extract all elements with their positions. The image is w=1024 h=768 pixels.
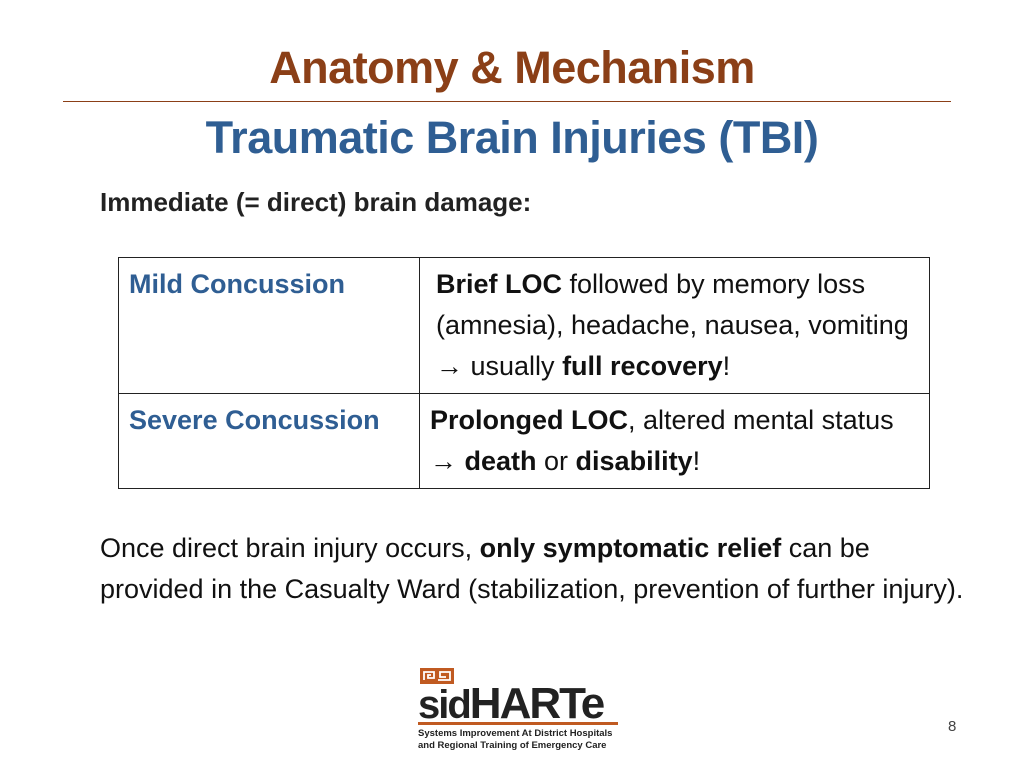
desc-text: followed by memory loss (amnesia), headache, nausea, vomiting bbox=[436, 269, 909, 340]
para-text: can be provided in the Casualty Ward (stabilization, prevention of further injury). bbox=[100, 533, 964, 604]
logo-tagline-2: and Regional Training of Emergency Care bbox=[418, 740, 607, 751]
logo-wordmark bbox=[418, 679, 604, 728]
desc-bold: death bbox=[464, 446, 537, 476]
intro-text: Immediate (= direct) brain damage: bbox=[100, 187, 532, 217]
logo-tagline-1: Systems Improvement At District Hospitals bbox=[418, 728, 613, 739]
desc-text: , altered mental status bbox=[628, 405, 894, 435]
page-number: 8 bbox=[948, 718, 957, 735]
para-text: Once direct brain injury occurs, bbox=[100, 533, 480, 563]
desc-text: or bbox=[536, 446, 576, 476]
logo-word-sid: sid bbox=[418, 683, 470, 727]
slide-subtitle: Traumatic Brain Injuries (TBI) bbox=[205, 112, 819, 163]
table-row bbox=[119, 258, 930, 394]
logo-divider bbox=[418, 722, 618, 725]
row-description-mild bbox=[420, 258, 930, 394]
desc-bold: full recovery bbox=[562, 351, 723, 381]
summary-paragraph bbox=[100, 528, 965, 610]
tbi-table bbox=[118, 257, 930, 489]
para-bold: only symptomatic relief bbox=[479, 533, 782, 563]
arrow-right-icon: → bbox=[436, 351, 463, 381]
desc-end: ! bbox=[722, 351, 731, 381]
logo-word-harte: HARTe bbox=[469, 679, 604, 728]
row-label-severe: Severe Concussion bbox=[119, 394, 420, 489]
desc-bold: disability bbox=[575, 446, 693, 476]
sidharte-logo bbox=[418, 668, 622, 752]
arrow-right-icon: → bbox=[430, 446, 457, 476]
title-divider bbox=[63, 101, 951, 102]
row-description-severe bbox=[420, 394, 930, 489]
desc-text: usually bbox=[463, 351, 563, 381]
row-label-mild: Mild Concussion bbox=[119, 258, 420, 394]
slide-title: Anatomy & Mechanism bbox=[269, 42, 755, 93]
desc-end: ! bbox=[692, 446, 701, 476]
desc-bold: Prolonged LOC bbox=[430, 405, 628, 435]
desc-bold: Brief LOC bbox=[436, 269, 563, 299]
desc-text bbox=[457, 446, 465, 476]
table-row bbox=[119, 394, 930, 489]
